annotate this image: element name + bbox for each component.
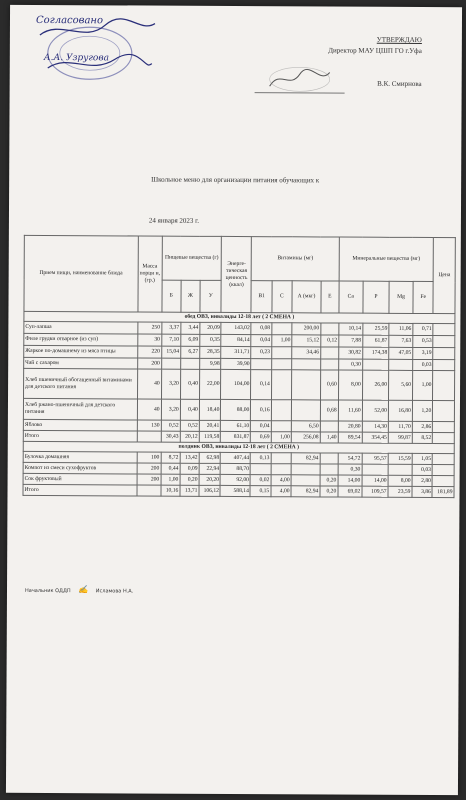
value-cell: 82,94 <box>291 486 320 497</box>
value-cell <box>291 475 320 486</box>
value-cell: 88,00 <box>221 399 251 420</box>
value-cell <box>251 359 271 370</box>
value-cell: 1,00 <box>271 335 291 347</box>
value-cell: 0,14 <box>251 370 272 400</box>
value-cell <box>362 464 388 475</box>
value-cell: 2,80 <box>412 475 432 486</box>
value-cell: 143,02 <box>221 322 251 334</box>
value-cell: 14,30 <box>362 421 388 432</box>
dish-name-cell: Хлеб пшеничный обогащенный витаминами для детского питания <box>24 368 138 399</box>
value-cell: 0,03 <box>413 359 433 370</box>
value-cell: 130 <box>137 420 161 431</box>
value-cell <box>320 347 338 359</box>
value-cell: 0,04 <box>251 335 271 347</box>
value-cell <box>433 401 455 422</box>
value-cell <box>271 400 291 421</box>
value-cell: 0,09 <box>180 463 199 474</box>
value-cell: 1,40 <box>320 432 338 443</box>
value-cell: 0,60 <box>320 370 338 400</box>
value-cell: 0,03 <box>412 464 432 475</box>
value-cell: 52,00 <box>362 400 388 421</box>
subheader-cell: Б <box>162 280 181 312</box>
subheader-cell: Fe <box>413 281 434 313</box>
value-cell: 39,90 <box>221 358 251 369</box>
value-cell: 20,20 <box>199 474 221 485</box>
footer-label: Начальник ОДДП <box>24 587 71 595</box>
value-cell <box>321 323 339 335</box>
value-cell: 10,14 <box>339 323 363 335</box>
table-row <box>24 368 455 400</box>
value-cell: 8,52 <box>412 432 432 443</box>
value-cell: 23,59 <box>388 486 412 497</box>
section-title: обед ОВЗ, инвалиды 12-18 лет ( 2 СМЕНА ) <box>24 311 455 323</box>
value-cell <box>362 359 388 370</box>
value-cell: 0,20 <box>320 475 338 486</box>
value-cell: 5,60 <box>389 370 413 400</box>
header-energy: Энерге-тическая ценность (ккал) <box>221 236 251 312</box>
value-cell <box>432 476 454 487</box>
subheader-cell: Mg <box>389 281 413 313</box>
value-cell: 0,02 <box>250 475 270 486</box>
dish-name-cell: Хлеб ржано-пшеничный для детского питания <box>23 398 137 420</box>
menu-table <box>22 235 455 498</box>
value-cell: 4,00 <box>271 475 291 486</box>
value-cell: 3,20 <box>161 399 180 420</box>
footer-name: Исламова Н.А. <box>95 588 134 595</box>
value-cell: 174,38 <box>362 347 388 359</box>
dish-name-cell: Суп-лапша <box>24 321 138 334</box>
value-cell <box>271 464 291 475</box>
value-cell: 354,45 <box>362 432 388 443</box>
subheader-cell: А (мкг) <box>292 281 321 313</box>
value-cell: 200 <box>137 463 161 474</box>
value-cell: 119,58 <box>199 431 221 442</box>
value-cell <box>433 348 455 360</box>
value-cell: 200 <box>137 474 161 485</box>
document-date: 24 января 2023 г. <box>148 216 200 225</box>
value-cell: 61,87 <box>362 335 388 347</box>
value-cell: 84,14 <box>221 334 251 346</box>
value-cell: 15,59 <box>388 453 412 464</box>
document-title: Школьное меню для организации питания обучающих к <box>151 175 320 185</box>
value-cell: 1,20 <box>412 400 432 421</box>
value-cell: 92,00 <box>221 474 251 485</box>
director-signature <box>265 64 335 94</box>
value-cell <box>250 464 270 475</box>
value-cell: 0,53 <box>413 335 433 347</box>
value-cell <box>433 324 455 336</box>
value-cell <box>320 453 338 464</box>
value-cell <box>389 359 413 370</box>
header-vitamins: Витамины (мг) <box>252 237 340 281</box>
value-cell: 13,42 <box>180 452 199 463</box>
value-cell: 20,12 <box>180 431 199 442</box>
value-cell: 14,00 <box>338 475 362 486</box>
value-cell: 0,12 <box>321 335 339 347</box>
value-cell: 8,00 <box>388 475 412 486</box>
value-cell: 95,57 <box>362 453 388 464</box>
dish-name-cell: Итого <box>23 430 137 442</box>
header-price: Цена <box>433 238 455 314</box>
subheader-cell: Е <box>321 281 339 313</box>
dish-name-cell: Булочка домашняя <box>23 451 137 463</box>
value-cell <box>292 359 321 370</box>
value-cell <box>433 422 455 433</box>
value-cell: 3,19 <box>413 347 433 359</box>
value-cell <box>271 421 291 432</box>
value-cell: 34,46 <box>292 347 321 359</box>
dish-name-cell: Филе грудки отварное (из суп) <box>24 333 138 346</box>
value-cell: 89,54 <box>338 432 362 443</box>
value-cell <box>433 360 455 371</box>
value-cell <box>271 453 291 464</box>
value-cell: 99,87 <box>388 432 412 443</box>
subheader-cell: В1 <box>251 281 272 313</box>
value-cell <box>137 485 161 496</box>
value-cell: 0,16 <box>251 400 271 421</box>
value-cell: 200,00 <box>292 323 321 335</box>
dish-name-cell: Яблоко <box>23 419 137 431</box>
value-cell <box>161 358 180 369</box>
value-cell: 25,59 <box>363 323 389 335</box>
value-cell: 28,35 <box>200 346 222 358</box>
value-cell <box>271 347 291 359</box>
value-cell: 62,98 <box>199 452 221 463</box>
value-cell: 220 <box>137 346 161 358</box>
value-cell: 15,04 <box>161 346 180 358</box>
value-cell: 0,15 <box>250 486 270 497</box>
approval-title: УТВЕРЖДАЮ <box>376 35 422 44</box>
value-cell <box>292 370 321 400</box>
value-cell: 0,20 <box>180 474 199 485</box>
value-cell <box>388 464 412 475</box>
value-cell: 100 <box>137 452 161 463</box>
value-cell: 7,10 <box>161 334 180 346</box>
header-mass: Масса порци и, (гр.) <box>138 236 162 312</box>
header-name: Прием пищи, наименование блюда <box>24 235 138 312</box>
value-cell <box>272 323 292 335</box>
value-cell: 30,43 <box>161 431 180 442</box>
value-cell <box>291 464 320 475</box>
value-cell: 11,06 <box>389 323 413 335</box>
value-cell <box>433 454 455 465</box>
value-cell <box>433 433 455 444</box>
value-cell <box>433 371 455 401</box>
value-cell: 40 <box>137 399 161 420</box>
value-cell <box>320 464 338 475</box>
value-cell: 30,82 <box>338 347 362 359</box>
value-cell: 311,71 <box>221 346 251 358</box>
value-cell: 6,27 <box>180 346 199 358</box>
value-cell: 0,35 <box>200 334 222 346</box>
value-cell: 69,02 <box>338 486 362 497</box>
value-cell: 0,71 <box>413 323 433 335</box>
value-cell <box>271 370 292 400</box>
value-cell: 0,40 <box>180 369 199 399</box>
value-cell: 1,05 <box>412 453 432 464</box>
value-cell: 20,80 <box>338 421 362 432</box>
value-cell: 6,09 <box>181 334 200 346</box>
value-cell: 40 <box>137 369 161 399</box>
value-cell: 7,88 <box>339 335 363 347</box>
value-cell: 47,05 <box>389 347 413 359</box>
dish-name-cell: Жаркое по-домашнему из мяса птицы <box>24 345 138 358</box>
value-cell: 11,70 <box>388 421 412 432</box>
value-cell: 6,50 <box>291 421 320 432</box>
value-cell: 831,87 <box>221 431 251 442</box>
value-cell: 0,04 <box>251 421 271 432</box>
value-cell: 0,08 <box>251 323 271 335</box>
approval-person: В.К. Смирнова <box>377 79 422 88</box>
value-cell: 588,14 <box>220 485 250 496</box>
value-cell <box>271 359 291 370</box>
value-cell: 200 <box>137 358 161 369</box>
value-cell: 88,70 <box>221 463 251 474</box>
value-cell: 1,00 <box>412 370 433 400</box>
value-cell: 2,86 <box>412 421 432 432</box>
value-cell: 61,10 <box>221 420 251 431</box>
value-cell: 8,72 <box>161 452 180 463</box>
value-cell <box>433 336 455 348</box>
value-cell: 0,40 <box>180 399 199 420</box>
approval-position: Директор МАУ ЦШП ГО г.Уфа <box>328 46 422 55</box>
subheader-cell: У <box>200 280 222 312</box>
subheader-cell: Са <box>339 281 363 313</box>
stamp-agreed-text: Согласовано <box>35 14 104 27</box>
value-cell: 11,60 <box>338 400 362 421</box>
value-cell <box>320 359 338 370</box>
value-cell: 10,16 <box>161 485 180 496</box>
value-cell: 109,57 <box>362 486 388 497</box>
value-cell: 0,23 <box>251 347 271 359</box>
value-cell: 20,09 <box>200 322 222 334</box>
value-cell: 0,44 <box>161 463 180 474</box>
value-cell: 106,12 <box>199 485 221 496</box>
value-cell: 20,41 <box>199 420 221 431</box>
value-cell <box>180 358 199 369</box>
value-cell: 0,13 <box>251 453 271 464</box>
value-cell: 3,20 <box>161 369 180 399</box>
value-cell: 0,52 <box>180 420 199 431</box>
value-cell: 1,00 <box>161 474 180 485</box>
value-cell: 0,68 <box>320 400 338 421</box>
value-cell: 0,30 <box>338 464 362 475</box>
value-cell: 82,94 <box>291 453 320 464</box>
value-cell: 0,20 <box>320 486 338 497</box>
value-cell: 4,00 <box>271 486 291 497</box>
value-cell: 8,00 <box>338 370 362 400</box>
value-cell: 30 <box>137 334 161 346</box>
value-cell: 1,00 <box>271 432 291 443</box>
value-cell <box>432 465 454 476</box>
value-cell <box>137 431 161 442</box>
value-cell: 0,30 <box>338 359 362 370</box>
footer-signature <box>25 585 133 595</box>
header-nutrients: Пищевые вещества (г) <box>162 236 222 280</box>
header-minerals: Минеральные вещества (мг) <box>339 237 434 281</box>
value-cell: 3,37 <box>161 322 180 334</box>
value-cell: 14,00 <box>362 475 388 486</box>
value-cell: 26,00 <box>362 370 388 400</box>
value-cell: 18,40 <box>199 399 221 420</box>
value-cell: 13,71 <box>180 485 199 496</box>
value-cell: 0,52 <box>161 420 180 431</box>
value-cell: 181,89 <box>432 487 454 498</box>
subheader-cell: Ж <box>181 280 200 312</box>
value-cell: 3,44 <box>181 322 200 334</box>
table-row <box>23 398 454 421</box>
value-cell: 7,63 <box>389 335 413 347</box>
value-cell: 250 <box>138 322 162 334</box>
subheader-cell: С <box>272 281 293 313</box>
stamp-signature-text: А.А. Узругова <box>43 52 110 64</box>
value-cell <box>291 400 320 421</box>
value-cell: 22,00 <box>199 369 221 399</box>
value-cell <box>320 421 338 432</box>
value-cell: 22,94 <box>199 463 221 474</box>
footer-signature-mark: ✍ <box>78 585 89 595</box>
value-cell: 256,08 <box>291 432 320 443</box>
value-cell: 54,72 <box>338 453 362 464</box>
value-cell: 16,80 <box>388 400 412 421</box>
value-cell: 0,69 <box>251 432 271 443</box>
value-cell: 104,00 <box>221 369 251 399</box>
dish-name-cell: Сок фруктовый <box>23 473 137 485</box>
section-title: полдник ОВЗ, инвалиды 12-18 лет ( 2 СМЕНА ) <box>23 441 454 453</box>
value-cell: 15,12 <box>292 335 321 347</box>
subheader-cell: Р <box>363 281 389 313</box>
dish-name-cell: Итого <box>23 484 137 496</box>
value-cell: 9,98 <box>200 358 222 369</box>
value-cell: 407,44 <box>221 452 251 463</box>
dish-name-cell: Компот из смеси сухофруктов <box>23 462 137 474</box>
dish-name-cell: Чай с сахаром <box>24 357 138 369</box>
value-cell: 3,86 <box>412 486 432 497</box>
document-sheet <box>6 5 462 795</box>
table-row <box>23 484 454 497</box>
